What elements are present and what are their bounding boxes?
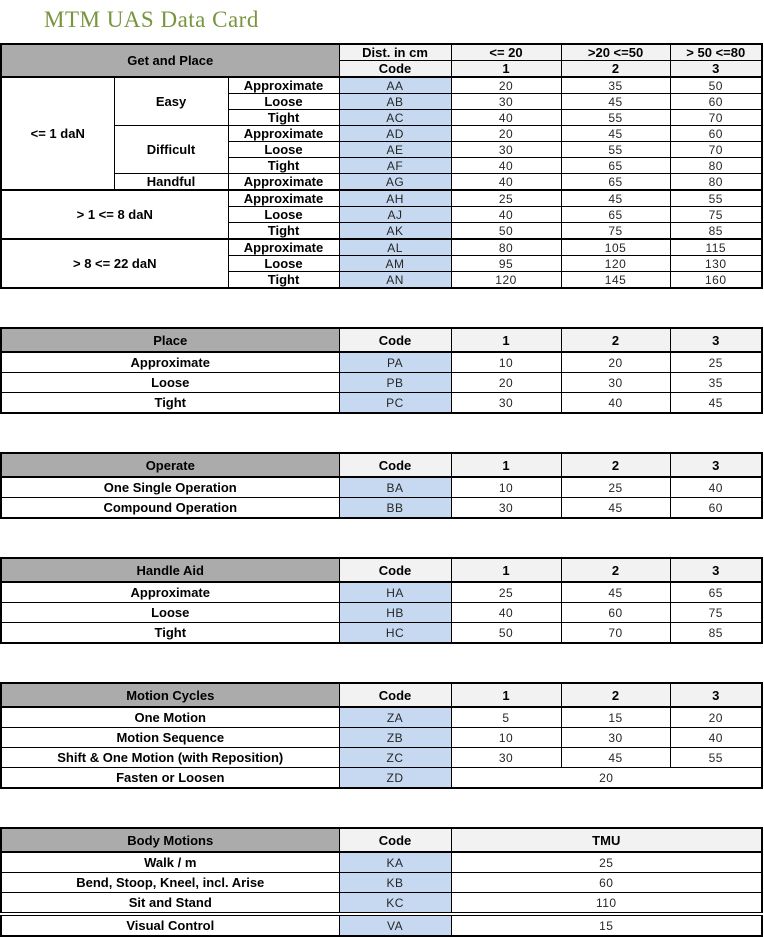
body-motions-table: [0, 827, 763, 937]
col-header-cell: 1: [451, 683, 561, 707]
row-label: Bend, Stoop, Kneel, incl. Arise: [1, 873, 339, 893]
row-label: Approximate: [1, 352, 339, 373]
value-cell: 40: [451, 110, 561, 126]
case-label: Loose: [228, 256, 339, 272]
value-cell: 50: [451, 623, 561, 644]
table-row: [1, 190, 762, 207]
code-cell: ZB: [339, 728, 451, 748]
value-cell: 40: [561, 393, 670, 414]
table-row: [1, 393, 762, 414]
row-label: One Motion: [1, 707, 339, 728]
code-header-cell: Code: [339, 683, 451, 707]
table-header-row: [1, 44, 762, 61]
value-cell: 65: [561, 174, 670, 191]
code-cell: KB: [339, 873, 451, 893]
value-cell: 95: [451, 256, 561, 272]
value-cell: 5: [451, 707, 561, 728]
code-cell: AG: [339, 174, 451, 191]
col-header-cell: 3: [670, 683, 762, 707]
value-cell: 130: [670, 256, 762, 272]
code-cell: ZA: [339, 707, 451, 728]
dist-range-cell: >20 <=50: [561, 44, 670, 61]
table-row: [1, 352, 762, 373]
value-cell: 75: [670, 603, 762, 623]
row-label: Approximate: [1, 582, 339, 603]
table-row: [1, 728, 762, 748]
row-label: Visual Control: [1, 914, 339, 936]
code-cell: AB: [339, 94, 451, 110]
code-cell: PA: [339, 352, 451, 373]
table-row: [1, 498, 762, 519]
value-cell: 115: [670, 239, 762, 256]
value-cell: 50: [670, 77, 762, 94]
tmu-value-cell: 15: [451, 914, 762, 936]
code-cell: PC: [339, 393, 451, 414]
value-cell: 45: [561, 748, 670, 768]
difficulty-label: Difficult: [114, 126, 228, 174]
value-cell: 45: [561, 94, 670, 110]
case-label: Approximate: [228, 239, 339, 256]
value-cell: 60: [670, 94, 762, 110]
table-header-row: [1, 453, 762, 477]
value-cell: 50: [451, 223, 561, 240]
col-header-cell: 3: [670, 453, 762, 477]
value-cell: 40: [670, 477, 762, 498]
value-cell: 35: [561, 77, 670, 94]
value-cell: 70: [670, 110, 762, 126]
value-cell: 20: [451, 77, 561, 94]
value-cell: 120: [451, 272, 561, 289]
table-header-row: [1, 828, 762, 852]
value-cell: 145: [561, 272, 670, 289]
value-cell: 35: [670, 373, 762, 393]
value-cell: 45: [561, 190, 670, 207]
handle-aid-table: [0, 557, 763, 644]
page-title: MTM UAS Data Card: [44, 7, 259, 32]
code-cell: AC: [339, 110, 451, 126]
operate-table: [0, 452, 763, 519]
table-row: [1, 873, 762, 893]
get-and-place-table: [0, 43, 763, 289]
table-row: [1, 477, 762, 498]
difficulty-label: Handful: [114, 174, 228, 191]
code-cell: AK: [339, 223, 451, 240]
col-header-cell: 3: [670, 61, 762, 78]
case-label: Loose: [228, 94, 339, 110]
tmu-value-cell: 110: [451, 893, 762, 915]
table-row: [1, 239, 762, 256]
value-cell: 20: [561, 352, 670, 373]
table-row: [1, 893, 762, 915]
col-header-cell: 1: [451, 61, 561, 78]
value-cell: 105: [561, 239, 670, 256]
table-row: [1, 768, 762, 789]
table-header-row: [1, 328, 762, 352]
col-header-cell: 2: [561, 61, 670, 78]
value-cell: 45: [561, 498, 670, 519]
col-header-cell: 2: [561, 453, 670, 477]
col-header-cell: 3: [670, 558, 762, 582]
value-cell: 25: [451, 190, 561, 207]
value-cell: 85: [670, 223, 762, 240]
value-cell: 30: [451, 142, 561, 158]
value-cell: 40: [670, 728, 762, 748]
table-header-row: [1, 558, 762, 582]
code-cell: KC: [339, 893, 451, 915]
code-header-cell: Code: [339, 828, 451, 852]
value-cell: 75: [670, 207, 762, 223]
value-cell: 55: [670, 748, 762, 768]
tmu-header-cell: TMU: [451, 828, 762, 852]
case-label: Loose: [228, 142, 339, 158]
value-cell: 80: [451, 239, 561, 256]
value-cell: 30: [451, 498, 561, 519]
value-cell: 25: [670, 352, 762, 373]
row-label: Tight: [1, 393, 339, 414]
value-cell-merged: 20: [451, 768, 762, 789]
force-group-label: > 8 <= 22 daN: [1, 239, 228, 288]
code-cell: AA: [339, 77, 451, 94]
value-cell: 75: [561, 223, 670, 240]
table-title: Motion Cycles: [1, 683, 339, 707]
code-cell: AE: [339, 142, 451, 158]
table-row: [1, 126, 762, 142]
code-cell: ZC: [339, 748, 451, 768]
code-cell: HA: [339, 582, 451, 603]
code-cell: PB: [339, 373, 451, 393]
table-title: Body Motions: [1, 828, 339, 852]
value-cell: 60: [670, 126, 762, 142]
code-header-cell: Code: [339, 453, 451, 477]
col-header-cell: 1: [451, 453, 561, 477]
difficulty-label: Easy: [114, 77, 228, 126]
col-header-cell: 3: [670, 328, 762, 352]
value-cell: 30: [561, 373, 670, 393]
col-header-cell: 2: [561, 328, 670, 352]
case-label: Approximate: [228, 126, 339, 142]
tmu-value-cell: 60: [451, 873, 762, 893]
value-cell: 45: [670, 393, 762, 414]
value-cell: 10: [451, 728, 561, 748]
code-cell: KA: [339, 852, 451, 873]
table-row: [1, 623, 762, 644]
case-label: Loose: [228, 207, 339, 223]
value-cell: 80: [670, 174, 762, 191]
code-cell: AL: [339, 239, 451, 256]
value-cell: 55: [670, 190, 762, 207]
value-cell: 30: [451, 748, 561, 768]
table-row: [1, 748, 762, 768]
value-cell: 60: [670, 498, 762, 519]
row-label: Shift & One Motion (with Reposition): [1, 748, 339, 768]
col-header-cell: 2: [561, 683, 670, 707]
code-header-cell: Code: [339, 61, 451, 78]
case-label: Tight: [228, 110, 339, 126]
tmu-value-cell: 25: [451, 852, 762, 873]
table-row: [1, 77, 762, 94]
col-header-cell: 1: [451, 558, 561, 582]
value-cell: 40: [451, 158, 561, 174]
table-title: Operate: [1, 453, 339, 477]
value-cell: 30: [451, 393, 561, 414]
row-label: Sit and Stand: [1, 893, 339, 915]
row-label: Motion Sequence: [1, 728, 339, 748]
dist-header-cell: Dist. in cm: [339, 44, 451, 61]
force-group-label: <= 1 daN: [1, 77, 114, 190]
dist-range-cell: <= 20: [451, 44, 561, 61]
row-label: Tight: [1, 623, 339, 644]
code-cell: VA: [339, 914, 451, 936]
code-header-cell: Code: [339, 328, 451, 352]
code-cell: HC: [339, 623, 451, 644]
row-label: Walk / m: [1, 852, 339, 873]
data-card-page: [0, 6, 764, 937]
table-row: [1, 603, 762, 623]
value-cell: 15: [561, 707, 670, 728]
value-cell: 20: [451, 373, 561, 393]
row-label: Compound Operation: [1, 498, 339, 519]
code-header-cell: Code: [339, 558, 451, 582]
table-row: [1, 174, 762, 191]
value-cell: 10: [451, 477, 561, 498]
value-cell: 40: [451, 174, 561, 191]
table-title: Get and Place: [1, 44, 339, 77]
row-label: Fasten or Loosen: [1, 768, 339, 789]
value-cell: 70: [561, 623, 670, 644]
value-cell: 30: [451, 94, 561, 110]
code-cell: BB: [339, 498, 451, 519]
value-cell: 85: [670, 623, 762, 644]
value-cell: 120: [561, 256, 670, 272]
code-cell: AM: [339, 256, 451, 272]
col-header-cell: 2: [561, 558, 670, 582]
row-label: Loose: [1, 373, 339, 393]
value-cell: 20: [451, 126, 561, 142]
place-table: [0, 327, 763, 414]
code-cell: BA: [339, 477, 451, 498]
case-label: Approximate: [228, 77, 339, 94]
value-cell: 25: [561, 477, 670, 498]
case-label: Tight: [228, 223, 339, 240]
case-label: Approximate: [228, 174, 339, 191]
case-label: Tight: [228, 158, 339, 174]
code-cell: AH: [339, 190, 451, 207]
value-cell: 60: [561, 603, 670, 623]
row-label: One Single Operation: [1, 477, 339, 498]
col-header-cell: 1: [451, 328, 561, 352]
force-group-label: > 1 <= 8 daN: [1, 190, 228, 239]
table-title: Place: [1, 328, 339, 352]
value-cell: 20: [670, 707, 762, 728]
dist-range-cell: > 50 <=80: [670, 44, 762, 61]
value-cell: 25: [451, 582, 561, 603]
table-row: [1, 373, 762, 393]
code-cell: ZD: [339, 768, 451, 789]
value-cell: 160: [670, 272, 762, 289]
code-cell: AJ: [339, 207, 451, 223]
row-label: Loose: [1, 603, 339, 623]
value-cell: 80: [670, 158, 762, 174]
value-cell: 70: [670, 142, 762, 158]
table-row: [1, 852, 762, 873]
table-title: Handle Aid: [1, 558, 339, 582]
table-row: [1, 582, 762, 603]
value-cell: 45: [561, 126, 670, 142]
value-cell: 40: [451, 207, 561, 223]
case-label: Tight: [228, 272, 339, 289]
value-cell: 65: [670, 582, 762, 603]
code-cell: AN: [339, 272, 451, 289]
code-cell: AF: [339, 158, 451, 174]
value-cell: 10: [451, 352, 561, 373]
value-cell: 65: [561, 158, 670, 174]
code-cell: AD: [339, 126, 451, 142]
table-header-row: [1, 683, 762, 707]
code-cell: HB: [339, 603, 451, 623]
value-cell: 30: [561, 728, 670, 748]
value-cell: 45: [561, 582, 670, 603]
value-cell: 55: [561, 110, 670, 126]
table-row: [1, 914, 762, 936]
value-cell: 65: [561, 207, 670, 223]
motion-cycles-table: [0, 682, 763, 789]
case-label: Approximate: [228, 190, 339, 207]
value-cell: 55: [561, 142, 670, 158]
table-row: [1, 707, 762, 728]
value-cell: 40: [451, 603, 561, 623]
